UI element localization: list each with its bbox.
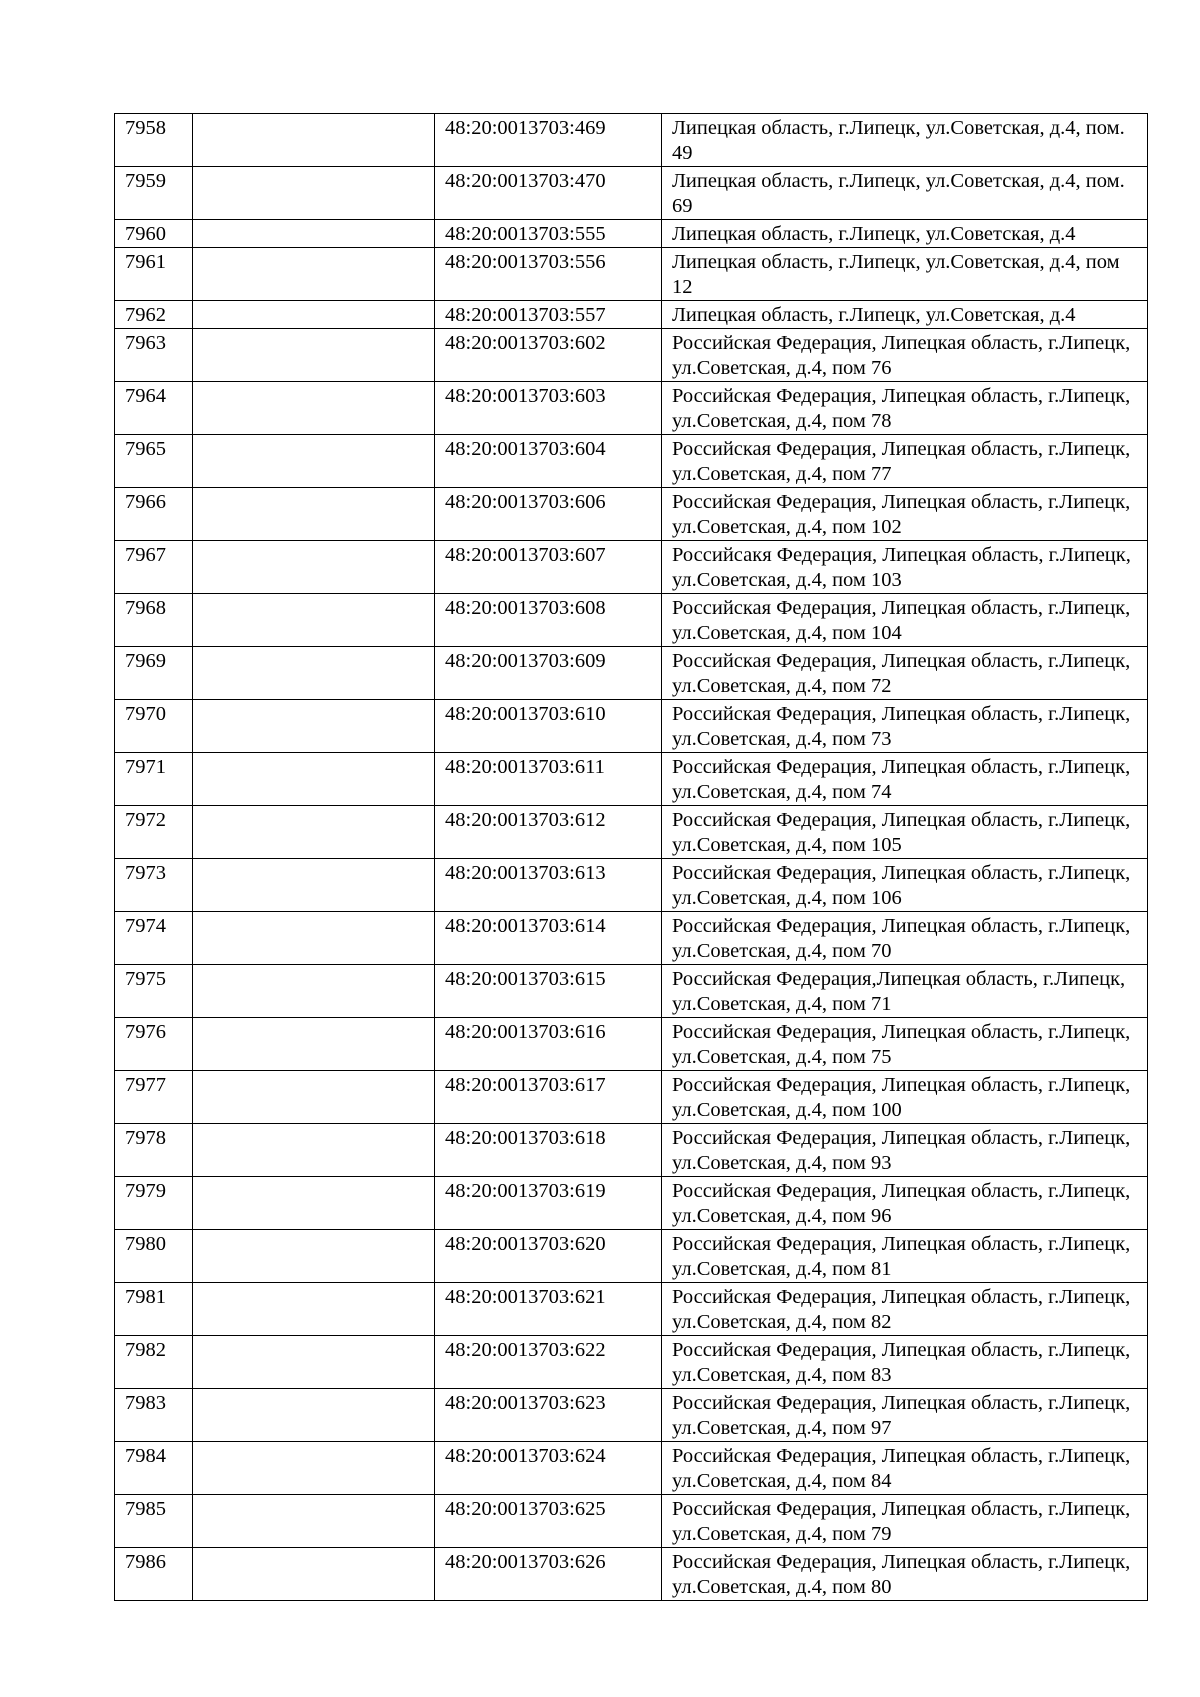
cadastral-number-cell: 48:20:0013703:618: [435, 1124, 662, 1177]
table-row: [115, 114, 1148, 167]
owner-cell: [193, 1124, 435, 1177]
table-row: [115, 965, 1148, 1018]
table-row: [115, 912, 1148, 965]
table-row: [115, 382, 1148, 435]
cadastral-number-cell: 48:20:0013703:606: [435, 488, 662, 541]
row-number-cell: 7967: [115, 541, 193, 594]
address-cell: Российская Федерация,Липецкая область, г.Липецк, ул.Советская, д.4, пом 71: [662, 965, 1148, 1018]
table-row: [115, 1442, 1148, 1495]
row-number-cell: 7960: [115, 220, 193, 248]
address-cell: Липецкая область, г.Липецк, ул.Советская, д.4: [662, 220, 1148, 248]
row-number-cell: 7974: [115, 912, 193, 965]
owner-cell: [193, 1389, 435, 1442]
table-row: [115, 1071, 1148, 1124]
owner-cell: [193, 594, 435, 647]
cadastral-number-cell: 48:20:0013703:604: [435, 435, 662, 488]
cadastral-number-cell: 48:20:0013703:470: [435, 167, 662, 220]
property-table-body: [115, 114, 1148, 1601]
row-number-cell: 7975: [115, 965, 193, 1018]
cadastral-number-cell: 48:20:0013703:613: [435, 859, 662, 912]
row-number-cell: 7971: [115, 753, 193, 806]
table-row: [115, 1389, 1148, 1442]
owner-cell: [193, 700, 435, 753]
owner-cell: [193, 1177, 435, 1230]
table-row: [115, 435, 1148, 488]
table-row: [115, 1124, 1148, 1177]
row-number-cell: 7976: [115, 1018, 193, 1071]
owner-cell: [193, 859, 435, 912]
cadastral-number-cell: 48:20:0013703:610: [435, 700, 662, 753]
owner-cell: [193, 965, 435, 1018]
row-number-cell: 7961: [115, 248, 193, 301]
table-row: [115, 594, 1148, 647]
cadastral-number-cell: 48:20:0013703:609: [435, 647, 662, 700]
owner-cell: [193, 301, 435, 329]
address-cell: Российская Федерация, Липецкая область, г.Липецк, ул.Советская, д.4, пом 79: [662, 1495, 1148, 1548]
cadastral-number-cell: 48:20:0013703:556: [435, 248, 662, 301]
address-cell: Российская Федерация, Липецкая область, г.Липецк, ул.Советская, д.4, пом 105: [662, 806, 1148, 859]
owner-cell: [193, 167, 435, 220]
address-cell: Липецкая область, г.Липецк, ул.Советская, д.4, пом. 49: [662, 114, 1148, 167]
address-cell: Российская Федерация, Липецкая область, г.Липецк, ул.Советская, д.4, пом 84: [662, 1442, 1148, 1495]
address-cell: Российская Федерация, Липецкая область, г.Липецк, ул.Советская, д.4, пом 80: [662, 1548, 1148, 1601]
owner-cell: [193, 753, 435, 806]
cadastral-number-cell: 48:20:0013703:608: [435, 594, 662, 647]
cadastral-number-cell: 48:20:0013703:624: [435, 1442, 662, 1495]
cadastral-number-cell: 48:20:0013703:469: [435, 114, 662, 167]
table-row: [115, 806, 1148, 859]
address-cell: Российская Федерация, Липецкая область, г.Липецк, ул.Советская, д.4, пом 96: [662, 1177, 1148, 1230]
table-row: [115, 301, 1148, 329]
owner-cell: [193, 1018, 435, 1071]
owner-cell: [193, 806, 435, 859]
address-cell: Липецкая область, г.Липецк, ул.Советская, д.4: [662, 301, 1148, 329]
cadastral-number-cell: 48:20:0013703:621: [435, 1283, 662, 1336]
address-cell: Российская Федерация, Липецкая область, г.Липецк, ул.Советская, д.4, пом 93: [662, 1124, 1148, 1177]
owner-cell: [193, 114, 435, 167]
row-number-cell: 7982: [115, 1336, 193, 1389]
cadastral-number-cell: 48:20:0013703:616: [435, 1018, 662, 1071]
table-row: [115, 753, 1148, 806]
address-cell: Российская Федерация, Липецкая область, г.Липецк, ул.Советская, д.4, пом 104: [662, 594, 1148, 647]
row-number-cell: 7973: [115, 859, 193, 912]
row-number-cell: 7970: [115, 700, 193, 753]
address-cell: Российская Федерация, Липецкая область, г.Липецк, ул.Советская, д.4, пом 76: [662, 329, 1148, 382]
table-row: [115, 1495, 1148, 1548]
cadastral-number-cell: 48:20:0013703:620: [435, 1230, 662, 1283]
owner-cell: [193, 329, 435, 382]
table-row: [115, 1018, 1148, 1071]
owner-cell: [193, 1283, 435, 1336]
row-number-cell: 7963: [115, 329, 193, 382]
row-number-cell: 7977: [115, 1071, 193, 1124]
row-number-cell: 7959: [115, 167, 193, 220]
address-cell: Российская Федерация, Липецкая область, г.Липецк, ул.Советская, д.4, пом 78: [662, 382, 1148, 435]
address-cell: Липецкая область, г.Липецк, ул.Советская, д.4, пом. 69: [662, 167, 1148, 220]
table-row: [115, 329, 1148, 382]
owner-cell: [193, 220, 435, 248]
table-row: [115, 1548, 1148, 1601]
owner-cell: [193, 1071, 435, 1124]
row-number-cell: 7962: [115, 301, 193, 329]
owner-cell: [193, 1442, 435, 1495]
cadastral-number-cell: 48:20:0013703:614: [435, 912, 662, 965]
table-row: [115, 167, 1148, 220]
row-number-cell: 7983: [115, 1389, 193, 1442]
owner-cell: [193, 248, 435, 301]
table-row: [115, 220, 1148, 248]
owner-cell: [193, 647, 435, 700]
cadastral-number-cell: 48:20:0013703:622: [435, 1336, 662, 1389]
table-row: [115, 700, 1148, 753]
row-number-cell: 7958: [115, 114, 193, 167]
table-row: [115, 1230, 1148, 1283]
row-number-cell: 7972: [115, 806, 193, 859]
address-cell: Российская Федерация, Липецкая область, г.Липецк, ул.Советская, д.4, пом 77: [662, 435, 1148, 488]
cadastral-number-cell: 48:20:0013703:617: [435, 1071, 662, 1124]
cadastral-number-cell: 48:20:0013703:625: [435, 1495, 662, 1548]
address-cell: Российская Федерация, Липецкая область, г.Липецк, ул.Советская, д.4, пом 75: [662, 1018, 1148, 1071]
table-row: [115, 488, 1148, 541]
table-row: [115, 1283, 1148, 1336]
cadastral-number-cell: 48:20:0013703:611: [435, 753, 662, 806]
row-number-cell: 7985: [115, 1495, 193, 1548]
cadastral-number-cell: 48:20:0013703:607: [435, 541, 662, 594]
row-number-cell: 7968: [115, 594, 193, 647]
owner-cell: [193, 912, 435, 965]
cadastral-number-cell: 48:20:0013703:603: [435, 382, 662, 435]
cadastral-number-cell: 48:20:0013703:615: [435, 965, 662, 1018]
address-cell: Российская Федерация, Липецкая область, г.Липецк, ул.Советская, д.4, пом 70: [662, 912, 1148, 965]
row-number-cell: 7969: [115, 647, 193, 700]
cadastral-number-cell: 48:20:0013703:623: [435, 1389, 662, 1442]
owner-cell: [193, 541, 435, 594]
row-number-cell: 7980: [115, 1230, 193, 1283]
owner-cell: [193, 382, 435, 435]
owner-cell: [193, 1495, 435, 1548]
table-row: [115, 1336, 1148, 1389]
address-cell: Российская Федерация, Липецкая область, г.Липецк, ул.Советская, д.4, пом 100: [662, 1071, 1148, 1124]
table-row: [115, 541, 1148, 594]
row-number-cell: 7965: [115, 435, 193, 488]
table-row: [115, 1177, 1148, 1230]
cadastral-number-cell: 48:20:0013703:626: [435, 1548, 662, 1601]
owner-cell: [193, 1548, 435, 1601]
cadastral-number-cell: 48:20:0013703:612: [435, 806, 662, 859]
table-row: [115, 248, 1148, 301]
address-cell: Российская Федерация, Липецкая область, г.Липецк, ул.Советская, д.4, пом 97: [662, 1389, 1148, 1442]
row-number-cell: 7978: [115, 1124, 193, 1177]
cadastral-number-cell: 48:20:0013703:557: [435, 301, 662, 329]
address-cell: Липецкая область, г.Липецк, ул.Советская, д.4, пом 12: [662, 248, 1148, 301]
address-cell: Российская Федерация, Липецкая область, г.Липецк, ул.Советская, д.4, пом 81: [662, 1230, 1148, 1283]
address-cell: Российская Федерация, Липецкая область, г.Липецк, ул.Советская, д.4, пом 74: [662, 753, 1148, 806]
row-number-cell: 7986: [115, 1548, 193, 1601]
table-row: [115, 647, 1148, 700]
cadastral-number-cell: 48:20:0013703:602: [435, 329, 662, 382]
owner-cell: [193, 1336, 435, 1389]
row-number-cell: 7984: [115, 1442, 193, 1495]
owner-cell: [193, 435, 435, 488]
address-cell: Российская Федерация, Липецкая область, г.Липецк, ул.Советская, д.4, пом 102: [662, 488, 1148, 541]
row-number-cell: 7981: [115, 1283, 193, 1336]
table-row: [115, 859, 1148, 912]
owner-cell: [193, 488, 435, 541]
row-number-cell: 7966: [115, 488, 193, 541]
cadastral-number-cell: 48:20:0013703:555: [435, 220, 662, 248]
row-number-cell: 7979: [115, 1177, 193, 1230]
row-number-cell: 7964: [115, 382, 193, 435]
cadastral-number-cell: 48:20:0013703:619: [435, 1177, 662, 1230]
address-cell: Российская Федерация, Липецкая область, г.Липецк, ул.Советская, д.4, пом 73: [662, 700, 1148, 753]
address-cell: Российская Федерация, Липецкая область, г.Липецк, ул.Советская, д.4, пом 83: [662, 1336, 1148, 1389]
address-cell: Российская Федерация, Липецкая область, г.Липецк, ул.Советская, д.4, пом 82: [662, 1283, 1148, 1336]
owner-cell: [193, 1230, 435, 1283]
property-table: [114, 113, 1148, 1601]
address-cell: Российсакя Федерация, Липецкая область, г.Липецк, ул.Советская, д.4, пом 103: [662, 541, 1148, 594]
address-cell: Российская Федерация, Липецкая область, г.Липецк, ул.Советская, д.4, пом 106: [662, 859, 1148, 912]
address-cell: Российская Федерация, Липецкая область, г.Липецк, ул.Советская, д.4, пом 72: [662, 647, 1148, 700]
